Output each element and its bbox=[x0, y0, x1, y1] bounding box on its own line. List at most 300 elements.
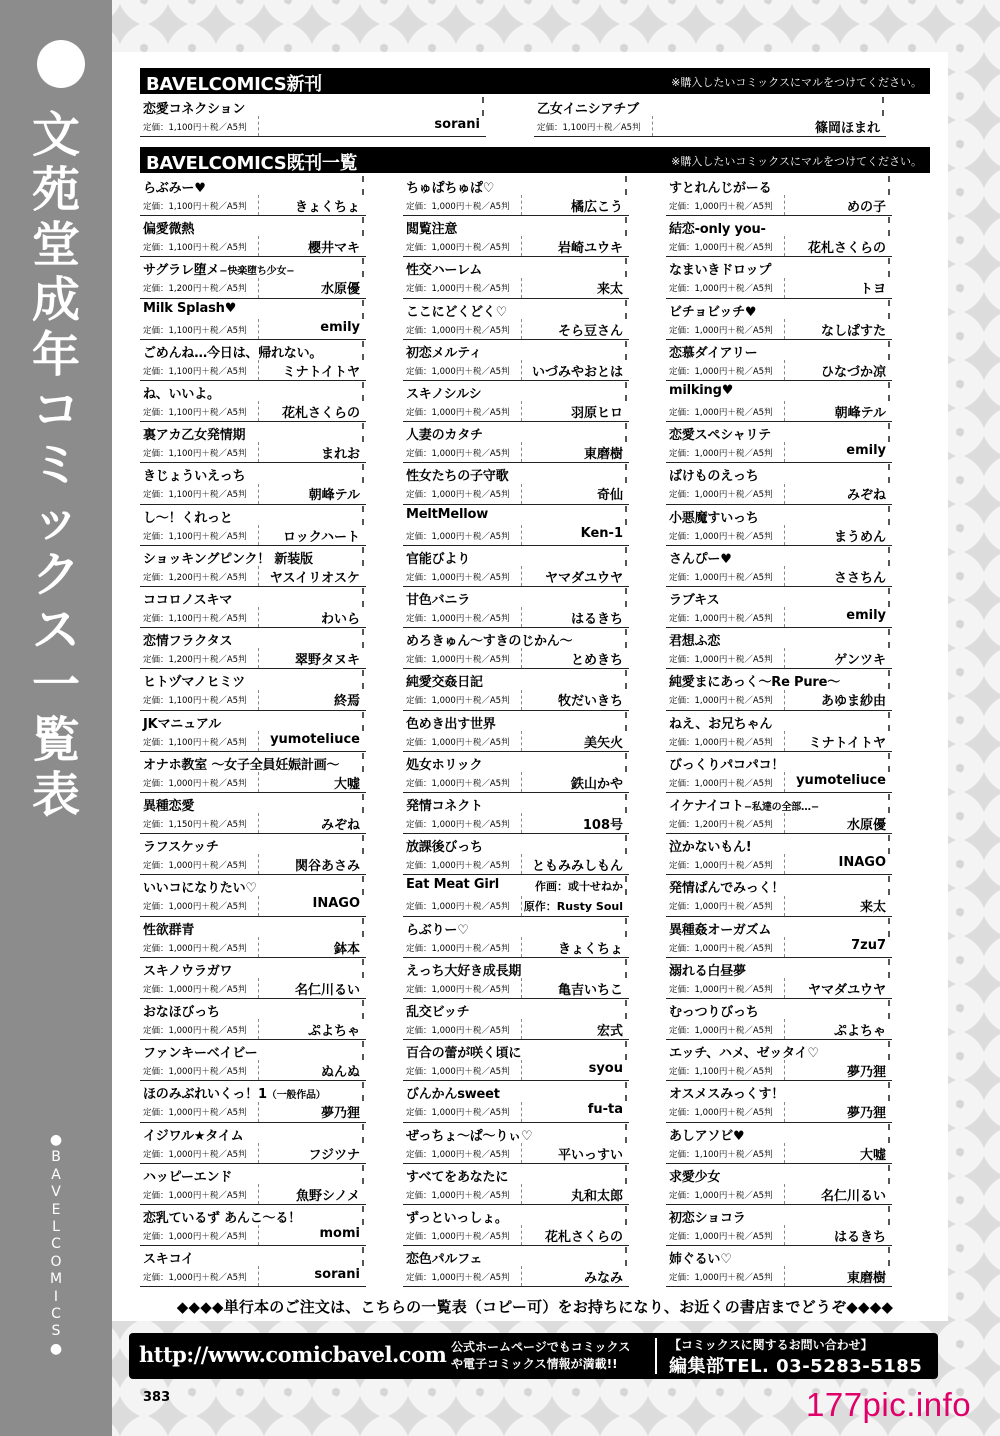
book-price: 定価：1,000円＋税／A5判 bbox=[669, 284, 773, 295]
book-title: JKマニュアル bbox=[143, 716, 221, 732]
column-dash-divider bbox=[888, 670, 890, 689]
book-author: そら豆さん bbox=[557, 323, 623, 339]
book-title: ビチョビッチ♥ bbox=[669, 304, 757, 320]
book-price: 定価：1,000円＋税／A5判 bbox=[669, 902, 773, 913]
book-author: はるきち bbox=[570, 612, 623, 627]
book-author: ぬんぬ bbox=[320, 1065, 360, 1081]
book-author: めの子 bbox=[846, 200, 886, 215]
book-author: ヤスイリオスケ bbox=[269, 570, 360, 586]
promo-line-1: 公式ホームページでもコミックス bbox=[451, 1340, 631, 1354]
sidebar-title bbox=[0, 108, 112, 823]
book-title: すべてをあなたに bbox=[406, 1169, 509, 1185]
column-dash-divider bbox=[625, 629, 627, 648]
book-entry[interactable] bbox=[666, 381, 892, 422]
column-dash-divider bbox=[625, 1082, 627, 1101]
book-entry[interactable] bbox=[666, 463, 892, 504]
book-entry[interactable] bbox=[140, 546, 366, 587]
book-entry[interactable] bbox=[666, 1164, 892, 1205]
book-title-main: ほのみぶれいくっ！1 bbox=[143, 1087, 267, 1103]
book-entry[interactable] bbox=[140, 257, 366, 298]
book-title: いいコになりたい♡ bbox=[143, 881, 257, 897]
book-title: びっくりパコパコ！ bbox=[669, 757, 785, 773]
column-dash-divider bbox=[625, 506, 627, 525]
book-title: ばけものえっち bbox=[669, 469, 759, 485]
book-entry[interactable] bbox=[140, 711, 366, 752]
book-title: オナホ教室 〜女子全員妊娠計画〜 bbox=[143, 757, 340, 773]
price-divider bbox=[784, 854, 785, 874]
book-entry[interactable] bbox=[403, 1040, 629, 1081]
order-notice: ◆◆◆◆単行本のご注文は、こちらの一覧表（コピー可）をお持ちになり、お近くの書店までどうぞ◆◆◆◆ bbox=[176, 1298, 894, 1316]
book-entry[interactable] bbox=[140, 834, 366, 875]
book-entry[interactable] bbox=[666, 340, 892, 381]
book-price: 定価：1,000円＋税／A5判 bbox=[669, 490, 773, 501]
book-entry[interactable] bbox=[140, 999, 366, 1040]
book-title: 性交ハーレム bbox=[406, 263, 483, 279]
book-entry[interactable] bbox=[666, 216, 892, 257]
column-dash-divider bbox=[625, 300, 627, 319]
book-price: 定価：1,000円＋税／A5判 bbox=[406, 1026, 510, 1036]
column-dash-divider bbox=[362, 217, 364, 236]
book-author: 櫻井マキ bbox=[307, 241, 360, 257]
column-dash-divider bbox=[888, 1082, 890, 1101]
book-title: ね、いいよ。 bbox=[143, 387, 220, 402]
book-entry[interactable] bbox=[140, 463, 366, 504]
price-divider bbox=[521, 978, 522, 998]
book-author: ミナトイトヤ bbox=[808, 735, 886, 751]
sidebar-title-char: 覧 bbox=[31, 712, 80, 768]
book-entry[interactable] bbox=[140, 299, 366, 340]
price-divider bbox=[258, 1102, 259, 1122]
column-dash-divider bbox=[625, 1165, 627, 1184]
price-divider bbox=[258, 401, 259, 421]
book-entry[interactable] bbox=[666, 711, 892, 752]
column-dash-divider bbox=[362, 918, 364, 937]
book-title: 乙女イニシアチブ bbox=[537, 102, 639, 117]
book-entry[interactable] bbox=[666, 628, 892, 669]
book-entry[interactable] bbox=[403, 1205, 629, 1246]
book-price: 定価：1,100円＋税／A5判 bbox=[143, 696, 247, 707]
book-entry[interactable] bbox=[403, 1081, 629, 1122]
price-divider bbox=[784, 1102, 785, 1122]
new-section-header bbox=[140, 68, 930, 94]
book-entry[interactable] bbox=[403, 917, 629, 958]
book-price: 定価：1,000円＋税／A5判 bbox=[406, 861, 510, 872]
book-entry[interactable] bbox=[140, 669, 366, 710]
book-author: 来太 bbox=[859, 900, 886, 916]
book-title: えっち大好き成長期 bbox=[406, 963, 522, 979]
book-author: 夢乃狸 bbox=[846, 1065, 886, 1081]
book-author: あゆま紗由 bbox=[820, 694, 886, 710]
book-entry[interactable] bbox=[666, 669, 892, 710]
sidebar-title-char: 表 bbox=[31, 767, 80, 823]
column-dash-divider bbox=[362, 1165, 364, 1184]
book-entry[interactable] bbox=[403, 175, 629, 216]
book-entry[interactable] bbox=[140, 175, 366, 216]
book-entry[interactable] bbox=[403, 257, 629, 298]
book-entry[interactable] bbox=[666, 587, 892, 628]
book-entry[interactable] bbox=[666, 875, 892, 916]
book-price: 定価：1,150円＋税／A5判 bbox=[143, 820, 247, 830]
column-dash-divider bbox=[482, 97, 484, 116]
book-entry[interactable] bbox=[140, 422, 366, 463]
price-divider bbox=[784, 690, 785, 710]
book-title: Eat Meat Girl bbox=[406, 877, 500, 893]
book-author: ひなづか凉 bbox=[820, 364, 886, 380]
book-entry[interactable] bbox=[403, 669, 629, 710]
book-price: 定価：1,100円＋税／A5判 bbox=[143, 737, 247, 748]
column-dash-divider bbox=[888, 382, 890, 401]
book-entry[interactable] bbox=[140, 1164, 366, 1205]
book-title: ココロノスキマ bbox=[143, 593, 233, 608]
book-entry[interactable] bbox=[140, 96, 486, 137]
book-author: みなみ bbox=[583, 1271, 623, 1287]
book-title: ちゅぱちゅぱ♡ bbox=[406, 181, 495, 196]
book-entry[interactable] bbox=[140, 793, 366, 834]
book-entry[interactable] bbox=[403, 793, 629, 834]
book-entry[interactable] bbox=[666, 999, 892, 1040]
book-author: 108号 bbox=[582, 818, 623, 833]
column-dash-divider bbox=[888, 959, 890, 978]
price-divider bbox=[521, 1102, 522, 1122]
price-divider bbox=[521, 690, 522, 710]
book-author: emily bbox=[846, 608, 886, 623]
book-entry[interactable] bbox=[140, 917, 366, 958]
book-entry[interactable] bbox=[140, 505, 366, 546]
column-dash-divider bbox=[888, 629, 890, 648]
book-title: ハッピーエンド bbox=[143, 1169, 233, 1185]
book-entry[interactable] bbox=[140, 752, 366, 793]
price-divider bbox=[258, 978, 259, 998]
book-author: ささちん bbox=[833, 570, 886, 586]
column-dash-divider bbox=[625, 258, 627, 277]
book-entry[interactable] bbox=[403, 216, 629, 257]
price-divider bbox=[258, 116, 259, 136]
book-entry[interactable] bbox=[403, 752, 629, 793]
price-divider bbox=[521, 896, 522, 916]
book-entry[interactable] bbox=[403, 546, 629, 587]
book-price: 定価：1,000円＋税／A5判 bbox=[406, 1149, 510, 1160]
book-price: 定価：1,000円＋税／A5判 bbox=[406, 943, 510, 954]
book-author: なしぱすた bbox=[820, 323, 886, 339]
book-title: 百合の蕾が咲く頃に bbox=[406, 1046, 522, 1062]
price-divider bbox=[521, 442, 522, 462]
book-entry[interactable] bbox=[140, 587, 366, 628]
book-author: momi bbox=[319, 1226, 360, 1241]
book-title: イジワル★タイム bbox=[143, 1128, 244, 1144]
book-author: はるきち bbox=[833, 1230, 886, 1245]
book-entry[interactable] bbox=[403, 1246, 629, 1287]
book-title: ファンキーベイビー bbox=[143, 1046, 258, 1062]
price-divider bbox=[258, 566, 259, 586]
book-entry[interactable] bbox=[534, 96, 886, 137]
column-dash-divider bbox=[888, 712, 890, 731]
promo-text bbox=[451, 1339, 630, 1373]
book-entry[interactable] bbox=[140, 1205, 366, 1246]
price-divider bbox=[784, 278, 785, 298]
book-price: 定価：1,000円＋税／A5判 bbox=[669, 366, 773, 377]
book-author: 名仁川るい bbox=[294, 982, 360, 998]
column-dash-divider bbox=[362, 506, 364, 525]
book-price: 定価：1,000円＋税／A5判 bbox=[406, 1190, 510, 1201]
book-entry[interactable] bbox=[140, 1123, 366, 1164]
book-entry[interactable] bbox=[403, 1123, 629, 1164]
book-entry[interactable] bbox=[403, 834, 629, 875]
book-entry[interactable] bbox=[140, 1040, 366, 1081]
book-price: 定価：1,000円＋税／A5判 bbox=[669, 737, 773, 748]
column-dash-divider bbox=[888, 300, 890, 319]
sidebar-title-char: ク bbox=[31, 547, 80, 603]
book-entry[interactable] bbox=[140, 1246, 366, 1287]
book-price: 定価：1,000円＋税／A5判 bbox=[406, 614, 510, 624]
book-entry[interactable] bbox=[666, 1246, 892, 1287]
book-title: エッチ、ハメ、ゼッタイ♡ bbox=[669, 1046, 819, 1062]
book-title: ラブキス bbox=[669, 593, 720, 608]
book-entry[interactable] bbox=[666, 834, 892, 875]
book-price: 定価：1,100円＋税／A5判 bbox=[143, 243, 247, 254]
book-price: 定価：1,000円＋税／A5判 bbox=[669, 449, 773, 460]
book-price: 定価：1,100円＋税／A5判 bbox=[143, 531, 247, 542]
book-entry[interactable] bbox=[666, 1081, 892, 1122]
book-author-writer: 原作：Rusty Soul bbox=[523, 900, 623, 914]
book-entry[interactable] bbox=[140, 216, 366, 257]
price-divider bbox=[258, 484, 259, 504]
column-dash-divider bbox=[888, 918, 890, 937]
book-price: 定価：1,000円＋税／A5判 bbox=[143, 1067, 247, 1078]
book-entry[interactable] bbox=[403, 711, 629, 752]
book-author: 花札さくらの bbox=[281, 406, 360, 421]
book-entry[interactable] bbox=[403, 463, 629, 504]
column-dash-divider bbox=[625, 1000, 627, 1019]
sidebar-title-char: 堂 bbox=[31, 217, 80, 273]
book-entry[interactable] bbox=[403, 1164, 629, 1205]
book-entry[interactable] bbox=[140, 381, 366, 422]
book-title: 恋情フラクタス bbox=[143, 634, 233, 650]
column-dash-divider bbox=[888, 547, 890, 566]
book-price: 定価：1,100円＋税／A5判 bbox=[143, 614, 247, 624]
book-entry[interactable] bbox=[666, 546, 892, 587]
price-divider bbox=[521, 648, 522, 668]
price-divider bbox=[784, 566, 785, 586]
price-divider bbox=[784, 360, 785, 380]
watermark: 177pic.info bbox=[806, 1386, 972, 1423]
book-title: なまいきドロップ bbox=[669, 263, 772, 279]
column-dash-divider bbox=[362, 959, 364, 978]
book-author: ともみみしもん bbox=[531, 859, 623, 875]
book-title bbox=[143, 259, 294, 278]
book-title: 初恋ショコラ bbox=[669, 1211, 746, 1226]
book-entry[interactable] bbox=[666, 505, 892, 546]
column-dash-divider bbox=[888, 1165, 890, 1184]
book-entry[interactable] bbox=[666, 1040, 892, 1081]
book-entry[interactable] bbox=[666, 1205, 892, 1246]
book-price: 定価：1,000円＋税／A5判 bbox=[143, 984, 247, 995]
book-entry[interactable] bbox=[140, 875, 366, 916]
book-title: 乱交ビッチ bbox=[406, 1005, 470, 1020]
book-title-sub: （一般作品） bbox=[266, 1090, 326, 1102]
sidebar-subtitle-char: S bbox=[51, 1323, 61, 1340]
sidebar-title-char: 成 bbox=[31, 272, 80, 328]
price-divider bbox=[784, 648, 785, 668]
book-title: 恋愛コネクション bbox=[143, 102, 246, 117]
book-title: あしアソビ♥ bbox=[669, 1128, 745, 1144]
book-author: 終焉 bbox=[333, 694, 360, 710]
book-title bbox=[669, 795, 819, 814]
book-price: 定価：1,100円＋税／A5判 bbox=[143, 366, 247, 377]
book-price: 定価：1,100円＋税／A5判 bbox=[669, 1067, 773, 1078]
website-url[interactable]: http://www.comicbavel.com bbox=[139, 1342, 447, 1367]
book-price: 定価：1,000円＋税／A5判 bbox=[406, 820, 510, 830]
book-entry[interactable] bbox=[403, 958, 629, 999]
book-entry[interactable] bbox=[666, 1123, 892, 1164]
sidebar-title-char: ス bbox=[31, 602, 80, 658]
price-divider bbox=[784, 525, 785, 545]
price-divider bbox=[521, 484, 522, 504]
book-author: ヤマダユウヤ bbox=[544, 570, 623, 586]
book-price: 定価：1,000円＋税／A5判 bbox=[406, 572, 510, 583]
price-divider bbox=[784, 1184, 785, 1204]
price-divider bbox=[258, 1143, 259, 1163]
book-entry[interactable] bbox=[666, 958, 892, 999]
column-dash-divider bbox=[888, 423, 890, 442]
column-dash-divider bbox=[362, 464, 364, 483]
column-dash-divider bbox=[888, 835, 890, 854]
column-dash-divider bbox=[625, 464, 627, 483]
book-price: 定価：1,100円＋税／A5判 bbox=[143, 123, 247, 133]
column-dash-divider bbox=[362, 382, 364, 401]
book-author: 夢乃狸 bbox=[846, 1106, 886, 1122]
sidebar-subtitle-char: B bbox=[51, 1149, 61, 1166]
book-entry[interactable] bbox=[140, 958, 366, 999]
book-price: 定価：1,000円＋税／A5判 bbox=[669, 1026, 773, 1036]
column-dash-divider bbox=[625, 341, 627, 360]
book-author: 宏式 bbox=[596, 1024, 623, 1039]
book-title: ここにどくどく♡ bbox=[406, 304, 508, 320]
book-entry[interactable] bbox=[140, 1081, 366, 1122]
price-divider bbox=[258, 648, 259, 668]
book-title: 裏アカ乙女発情期 bbox=[143, 428, 246, 444]
back-catalog-note: ※購入したいコミックスにマルをつけてください。 bbox=[671, 155, 922, 168]
book-author: Ken-1 bbox=[580, 525, 623, 541]
price-divider bbox=[521, 401, 522, 421]
price-divider bbox=[784, 1225, 785, 1245]
book-title: さんぴー♥ bbox=[669, 551, 732, 567]
book-author: 牧だいきち bbox=[557, 694, 623, 710]
sidebar-title-char: ッ bbox=[31, 492, 80, 548]
column-dash-divider bbox=[362, 1124, 364, 1143]
book-price: 定価：1,000円＋税／A5判 bbox=[406, 737, 510, 748]
column-dash-divider bbox=[625, 217, 627, 236]
book-author: 大嘘 bbox=[333, 776, 360, 792]
book-price: 定価：1,100円＋税／A5判 bbox=[143, 449, 247, 460]
price-divider bbox=[784, 1266, 785, 1286]
book-price: 定価：1,000円＋税／A5判 bbox=[406, 202, 510, 212]
column-dash-divider bbox=[888, 1124, 890, 1143]
price-divider bbox=[784, 1060, 785, 1080]
book-author: みぞね bbox=[320, 818, 360, 833]
book-entry[interactable] bbox=[666, 917, 892, 958]
price-divider bbox=[258, 896, 259, 916]
footer-divider bbox=[655, 1338, 657, 1374]
book-author: INAGO bbox=[312, 896, 360, 912]
book-entry[interactable] bbox=[666, 175, 892, 216]
book-author: まうめん bbox=[833, 529, 886, 545]
book-title: スキコイ bbox=[143, 1252, 194, 1268]
book-entry[interactable] bbox=[403, 299, 629, 340]
book-entry[interactable] bbox=[666, 422, 892, 463]
book-price: 定価：1,000円＋税／A5判 bbox=[406, 243, 510, 254]
book-price: 定価：1,000円＋税／A5判 bbox=[669, 614, 773, 624]
sidebar-title-char: ミ bbox=[31, 437, 80, 493]
book-title bbox=[143, 1083, 326, 1102]
column-dash-divider bbox=[362, 300, 364, 319]
sidebar-subtitle-char: E bbox=[51, 1201, 61, 1218]
price-divider bbox=[784, 319, 785, 339]
book-title: 恋慕ダイアリー bbox=[669, 345, 758, 361]
book-entry[interactable] bbox=[140, 628, 366, 669]
book-entry[interactable] bbox=[140, 340, 366, 381]
book-author: きょくちょ bbox=[557, 941, 623, 957]
book-price: 定価：1,000円＋税／A5判 bbox=[406, 1273, 510, 1284]
price-divider bbox=[258, 607, 259, 627]
price-divider bbox=[784, 195, 785, 215]
book-title: ショッキングピンク！ 新装版 bbox=[143, 551, 313, 567]
column-dash-divider bbox=[362, 588, 364, 607]
column-dash-divider bbox=[362, 1041, 364, 1060]
book-title: スキノシルシ bbox=[406, 387, 482, 402]
book-author: 水原優 bbox=[846, 818, 886, 833]
book-entry[interactable] bbox=[403, 999, 629, 1040]
book-price: 定価：1,000円＋税／A5判 bbox=[669, 572, 773, 583]
book-price: 定価：1,200円＋税／A5判 bbox=[143, 284, 247, 295]
book-title: 恋愛スペシャリテ bbox=[669, 428, 771, 444]
book-entry[interactable] bbox=[403, 505, 629, 546]
price-divider bbox=[521, 1266, 522, 1286]
book-entry[interactable] bbox=[666, 299, 892, 340]
sidebar-subtitle-char: ● bbox=[49, 1340, 63, 1357]
book-title: 恋色パルフェ bbox=[406, 1252, 483, 1268]
book-entry[interactable] bbox=[403, 340, 629, 381]
book-title: びんかんsweet bbox=[406, 1087, 500, 1103]
book-entry[interactable] bbox=[403, 587, 629, 628]
book-entry[interactable] bbox=[666, 793, 892, 834]
book-author: 東磨樹 bbox=[583, 447, 623, 463]
book-entry[interactable] bbox=[666, 752, 892, 793]
column-dash-divider bbox=[625, 918, 627, 937]
book-entry[interactable] bbox=[666, 257, 892, 298]
book-entry[interactable] bbox=[403, 875, 629, 916]
price-divider bbox=[258, 1225, 259, 1245]
book-author: sorani bbox=[434, 117, 480, 132]
price-divider bbox=[784, 978, 785, 998]
book-entry[interactable] bbox=[403, 381, 629, 422]
book-entry[interactable] bbox=[403, 422, 629, 463]
book-price: 定価：1,100円＋税／A5判 bbox=[669, 1149, 773, 1160]
column-dash-divider bbox=[625, 1206, 627, 1225]
book-price: 定価：1,000円＋税／A5判 bbox=[669, 243, 773, 254]
book-entry[interactable] bbox=[403, 628, 629, 669]
column-dash-divider bbox=[625, 712, 627, 731]
column-dash-divider bbox=[882, 97, 884, 116]
book-author: 丸和太郎 bbox=[570, 1188, 623, 1204]
book-price: 定価：1,000円＋税／A5判 bbox=[406, 325, 510, 336]
book-price: 定価：1,100円＋税／A5判 bbox=[537, 123, 641, 133]
sidebar-subtitle-char: A bbox=[51, 1166, 61, 1183]
book-price: 定価：1,100円＋税／A5判 bbox=[143, 325, 247, 336]
book-price: 定価：1,000円＋税／A5判 bbox=[406, 984, 510, 995]
book-title: 結恋-only you- bbox=[669, 222, 766, 238]
book-title: Milk Splash♥ bbox=[143, 300, 237, 316]
book-price: 定価：1,000円＋税／A5判 bbox=[669, 408, 773, 418]
